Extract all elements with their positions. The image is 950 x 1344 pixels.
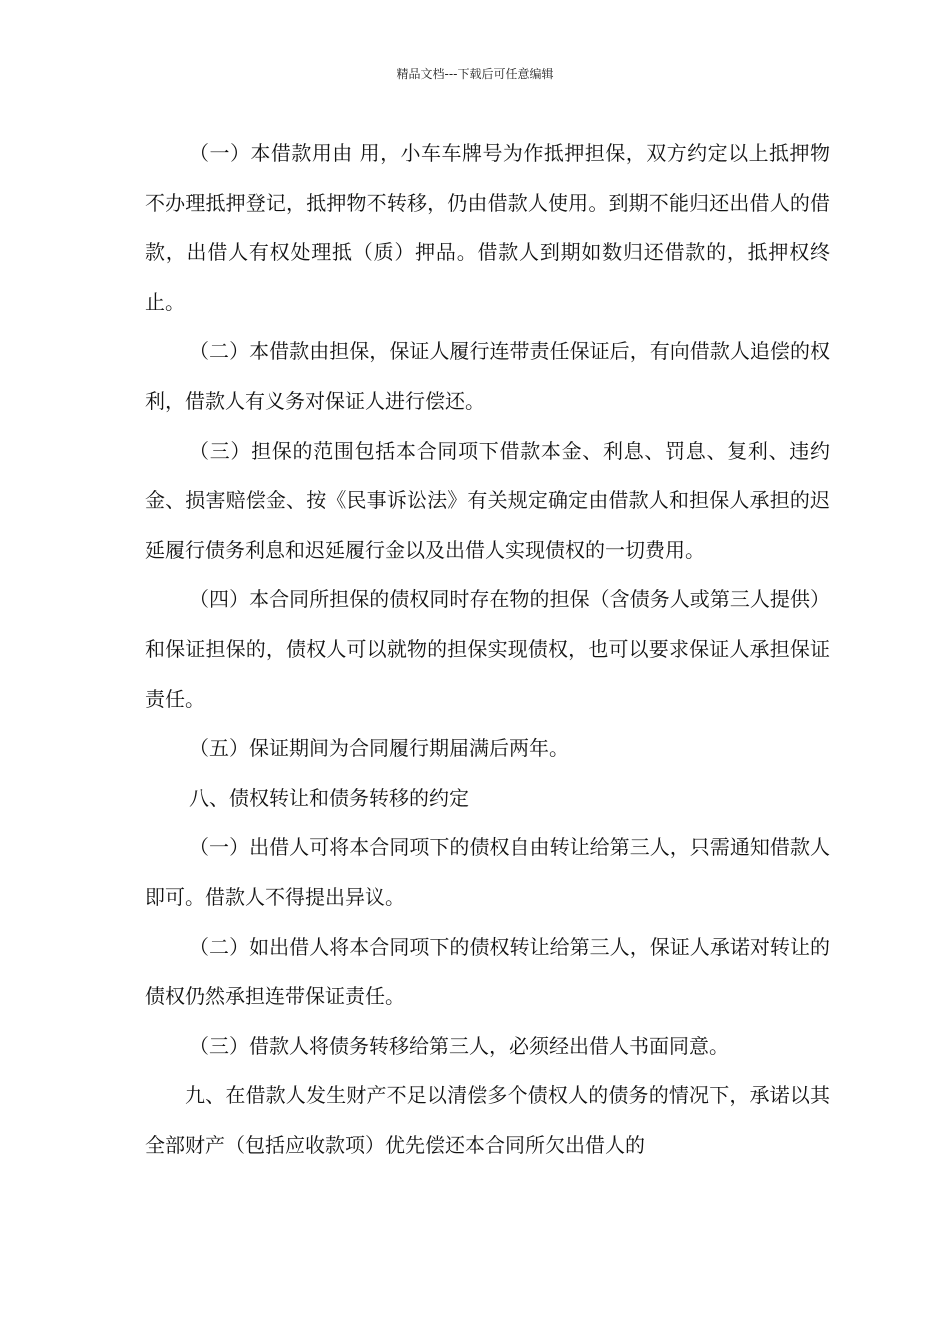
section-heading-transfer: 八、债权转让和债务转移的约定 [189, 785, 469, 810]
page-header: 精品文档---下载后可任意编辑 [396, 67, 554, 81]
section-priority-repayment: 九、在借款人发生财产不足以清偿多个债权人的债务的情况下，承诺以其全部财产（包括应收款项）优先偿还本合同所欠出借人的 [145, 1083, 830, 1157]
paragraph-guarantor-liability: （二）如出借人将本合同项下的债权转让给第三人，保证人承诺对转让的债权仍然承担连带保证责任。 [145, 934, 830, 1009]
paragraph-guarantee-period: （五）保证期间为合同履行期届满后两年。 [189, 736, 569, 761]
paragraph-guarantee-clause: （二）本借款由担保，保证人履行连带责任保证后，有向借款人追偿的权利，借款人有义务对保证人进行偿还。 [145, 339, 830, 413]
paragraph-guarantee-scope: （三）担保的范围包括本合同项下借款本金、利息、罚息、复利、违约金、损害赔偿金、按《民事诉讼法》有关规定确定由借款人和担保人承担的迟延履行债务利息和迟延履行金以及出借人实现债权的一切费用。 [145, 438, 830, 562]
paragraph-debt-transfer: （三）借款人将债务转移给第三人，必须经出借人书面同意。 [189, 1033, 729, 1058]
paragraph-mortgage-clause: （一）本借款用由 用，小车车牌号为作抵押担保，双方约定以上抵押物不办理抵押登记，抵押物不转移，仍由借款人使用。到期不能归还出借人的借款，出借人有权处理抵（质）押品。借款人到期如数归还借款的，抵押权终止。 [145, 141, 830, 314]
document-body [145, 129, 830, 1170]
paragraph-dual-security: （四）本合同所担保的债权同时存在物的担保（含债务人或第三人提供）和保证担保的，债权人可以就物的担保实现债权，也可以要求保证人承担保证责任。 [145, 587, 830, 711]
paragraph-creditor-transfer: （一）出借人可将本合同项下的债权自由转让给第三人，只需通知借款人即可。借款人不得提出异议。 [145, 835, 830, 909]
